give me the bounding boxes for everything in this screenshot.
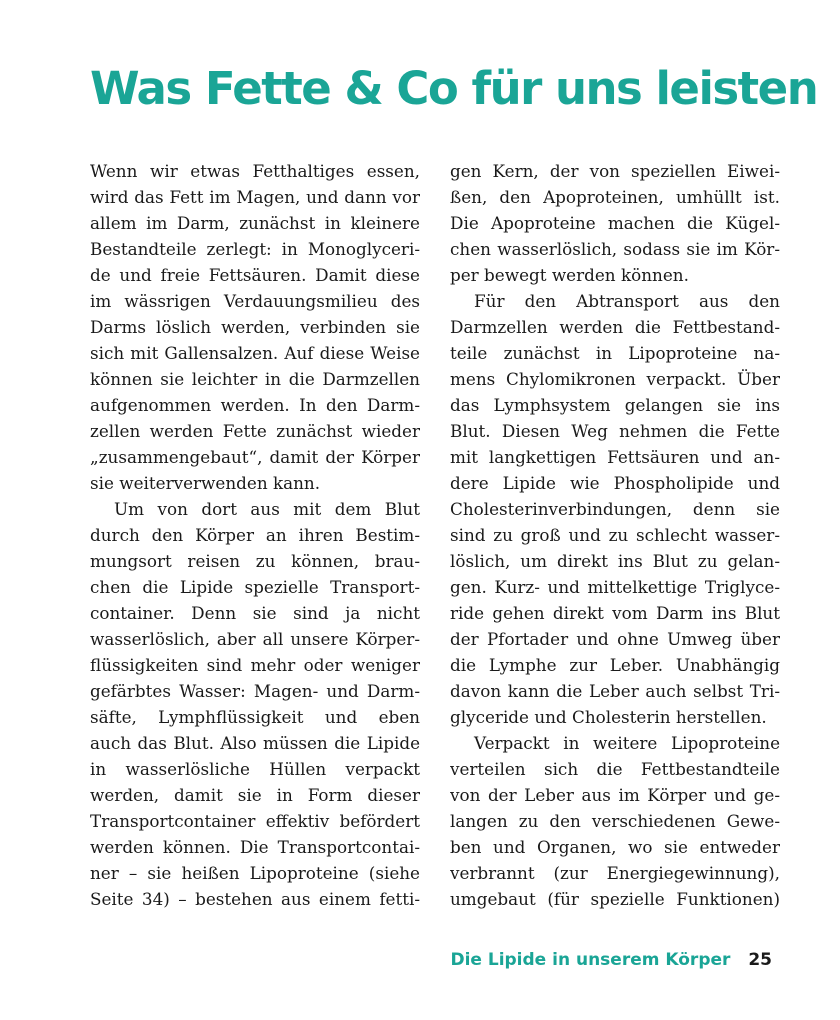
text-line: die Lymphe zur Leber. Unabhängig xyxy=(450,655,780,675)
text-line: Verpackt in weitere Lipoproteine xyxy=(474,733,780,753)
text-line: in wasserlösliche Hüllen verpackt xyxy=(90,759,420,779)
text-line: Darmzellen werden die Fettbestand- xyxy=(450,317,780,337)
text-line: dere Lipide wie Phospholipide und xyxy=(450,473,780,493)
text-column-left xyxy=(90,158,420,912)
text-line: mit langkettigen Fettsäuren und an- xyxy=(450,447,780,467)
text-line: Für den Abtransport aus den xyxy=(474,291,780,311)
text-line: von der Leber aus im Körper und ge- xyxy=(450,785,780,805)
text-line: durch den Körper an ihren Bestim- xyxy=(90,525,420,545)
text-line: de und freie Fettsäuren. Damit diese xyxy=(90,265,420,285)
text-line: mens Chylomikronen verpackt. Über xyxy=(450,369,780,389)
text-line: gen. Kurz- und mittelkettige Triglyce- xyxy=(450,577,780,597)
text-line: Cholesterinverbindungen, denn sie xyxy=(450,499,780,519)
text-line: umgebaut (für spezielle Funktionen) xyxy=(450,889,780,909)
text-line: Blut. Diesen Weg nehmen die Fette xyxy=(450,421,780,441)
text-line: werden, damit sie in Form dieser xyxy=(90,785,420,805)
page-title: Was Fette & Co für uns leisten xyxy=(90,62,818,115)
text-line: Seite 34) – bestehen aus einem fetti- xyxy=(90,889,420,909)
text-column-right xyxy=(450,158,780,912)
page-footer xyxy=(450,950,772,970)
text-line: mungsort reisen zu können, brau- xyxy=(90,551,420,571)
text-line: ride gehen direkt vom Darm ins Blut xyxy=(450,603,780,623)
text-line: Die Apoproteine machen die Kügel- xyxy=(450,213,780,233)
text-line: langen zu den verschiedenen Gewe- xyxy=(450,811,780,831)
text-line: im wässrigen Verdauungsmilieu des xyxy=(90,291,420,311)
text-line: das Lymphsystem gelangen sie ins xyxy=(450,395,780,415)
text-line: können sie leichter in die Darmzellen xyxy=(90,369,420,389)
text-line: flüssigkeiten sind mehr oder weniger xyxy=(90,655,420,675)
section-title: Die Lipide in unserem Körper xyxy=(450,950,731,970)
text-line: chen wasserlöslich, sodass sie im Kör- xyxy=(450,239,780,259)
text-line: ßen, den Apoproteinen, umhüllt ist. xyxy=(450,187,780,207)
text-line: Transportcontainer effektiv befördert xyxy=(90,811,420,831)
text-line: ner – sie heißen Lipoproteine (siehe xyxy=(90,863,420,883)
text-line: werden können. Die Transportcontai- xyxy=(90,837,420,857)
text-line: per bewegt werden können. xyxy=(450,265,689,285)
text-line: Wenn wir etwas Fetthaltiges essen, xyxy=(90,161,420,181)
text-line: Bestandteile zerlegt: in Monoglyceri- xyxy=(90,239,420,259)
text-line: verbrannt (zur Energiegewinnung), xyxy=(450,863,780,883)
text-line: löslich, um direkt ins Blut zu gelan- xyxy=(450,551,780,571)
text-line: auch das Blut. Also müssen die Lipide xyxy=(90,733,420,753)
text-line: container. Denn sie sind ja nicht xyxy=(90,603,420,623)
text-line: sie weiterverwenden kann. xyxy=(90,473,321,493)
text-line: gefärbtes Wasser: Magen- und Darm- xyxy=(90,681,420,701)
text-line: ben und Organen, wo sie entweder xyxy=(450,837,780,857)
text-line: verteilen sich die Fettbestandteile xyxy=(450,759,780,779)
text-line: sich mit Gallensalzen. Auf diese Weise xyxy=(90,343,420,363)
text-line: chen die Lipide spezielle Transport- xyxy=(90,577,420,597)
text-line: wasserlöslich, aber all unsere Körper- xyxy=(90,629,420,649)
text-line: säfte, Lymphflüssigkeit und eben xyxy=(90,707,420,727)
text-line: der Pfortader und ohne Umweg über xyxy=(450,629,780,649)
text-line: teile zunächst in Lipoproteine na- xyxy=(450,343,780,363)
text-line: zellen werden Fette zunächst wieder xyxy=(90,421,420,441)
text-line: aufgenommen werden. In den Darm- xyxy=(90,395,420,415)
text-line: wird das Fett im Magen, und dann vor xyxy=(90,187,420,207)
text-line: sind zu groß und zu schlecht wasser- xyxy=(450,525,780,545)
text-line: davon kann die Leber auch selbst Tri- xyxy=(450,681,780,701)
text-line: „zusammengebaut“, damit der Körper xyxy=(90,447,420,467)
text-line: allem im Darm, zunächst in kleinere xyxy=(90,213,420,233)
page-number: 25 xyxy=(748,950,772,970)
text-line: Um von dort aus mit dem Blut xyxy=(114,499,420,519)
text-line: Darms löslich werden, verbinden sie xyxy=(90,317,420,337)
text-line: gen Kern, der von speziellen Eiwei- xyxy=(450,161,780,181)
text-line: glyceride und Cholesterin herstellen. xyxy=(450,707,767,727)
